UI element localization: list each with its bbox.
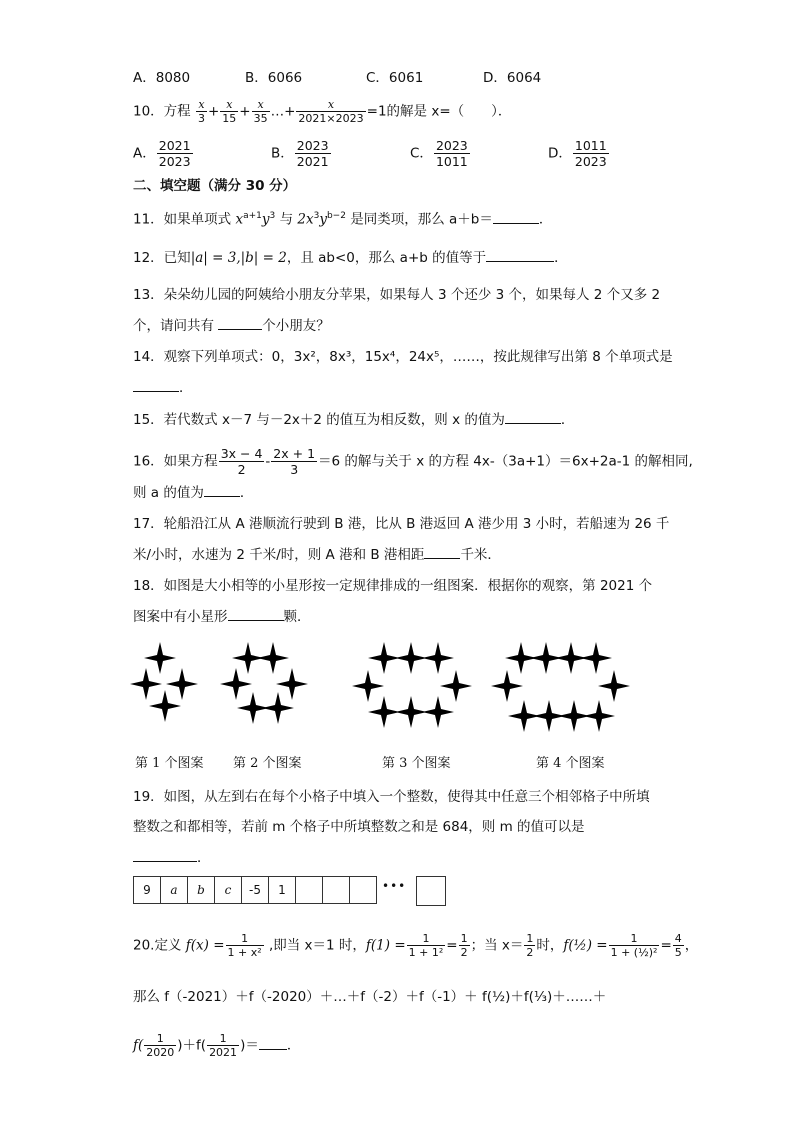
q13-answer-blank[interactable] xyxy=(218,315,262,330)
q12-answer-blank[interactable] xyxy=(486,247,554,262)
grid-cell[interactable] xyxy=(295,876,323,904)
star-icon xyxy=(580,642,612,674)
q9-option-a: A．8080 xyxy=(133,70,191,86)
q14-line2: ． xyxy=(133,377,193,398)
section-fill-in-heading: 二、填空题（满分 30 分） xyxy=(133,178,297,194)
q10-option-d: D． $\frac{1011}{2023}$ xyxy=(548,138,607,169)
q10-option-c: C． $\frac{2023}{1011}$ xyxy=(410,138,468,169)
q10-option-a: A． $\frac{2021}{2023}$ xyxy=(133,138,191,169)
star-icon xyxy=(144,642,176,674)
grid-cell[interactable] xyxy=(349,876,377,904)
star-icon xyxy=(276,668,308,700)
q20-line2: 那么 f（-2021）＋f（-2020）＋…＋f（-2）＋f（-1）＋ f(½)＋f(⅓)＋……＋ xyxy=(133,989,607,1005)
star-icon xyxy=(220,668,252,700)
q15-answer-blank[interactable] xyxy=(505,409,561,424)
q17-line2: 米/小时，水速为 2 千米/时，则 A 港和 B 港相距 千米． xyxy=(133,544,501,565)
grid-cell[interactable]: -5 xyxy=(241,876,269,904)
star-icon xyxy=(491,670,523,702)
q18-line2: 图案中有小星形 颗． xyxy=(133,606,311,627)
star-patterns-figure xyxy=(0,630,794,745)
star-icon xyxy=(352,670,384,702)
q18-line1: 18．如图是大小相等的小星形按一定规律排成的一组图案．根据你的观察，第 2021 个 xyxy=(133,578,653,594)
pattern-3-caption: 第 3 个图案 xyxy=(382,756,451,771)
grid-cell[interactable]: a xyxy=(160,876,188,904)
pattern-1 xyxy=(130,642,198,722)
star-icon xyxy=(598,670,630,702)
star-icon xyxy=(440,670,472,702)
grid-ellipsis: ••• xyxy=(382,879,407,893)
q19-line2: 整数之和都相等，若前 m 个格子中所填整数之和是 684，则 m 的值可以是 xyxy=(133,819,585,835)
q20-line1: 20.定义 f(x) = $\frac{1}{\text{1 + x²}}$ ,即当 x＝1 时，f(1) = $\frac{1}{\text{1 + 1²}}$ = $\frac{1}{2}$ ；当 x＝ $\frac{1}{2}$ 时，f(½) = $\frac{1}{\text{1 + (½)²}}$ = $\frac{4}{5}$ ， xyxy=(133,932,699,959)
q11-answer-blank[interactable] xyxy=(493,209,539,224)
q14-answer-blank[interactable] xyxy=(133,377,179,392)
q9-option-c: C．6061 xyxy=(366,70,424,86)
q10-option-b: B． $\frac{2023}{2021}$ xyxy=(271,138,329,169)
q16-answer-blank[interactable] xyxy=(204,482,240,497)
grid-cell[interactable]: b xyxy=(187,876,215,904)
q17-line1: 17．轮船沿江从 A 港顺流行驶到 B 港，比从 B 港返回 A 港少用 3 小时，若船速为 26 千 xyxy=(133,516,670,532)
grid-cell[interactable]: c xyxy=(214,876,242,904)
q18-answer-blank[interactable] xyxy=(228,606,284,621)
q19-answer-blank[interactable] xyxy=(133,847,197,862)
q11-question: 11．如果单项式 $x^{a+1}y^3$ 与 $2x^3y^{b-2}$ 是同类项，那么 a＋b＝ ． xyxy=(133,206,552,230)
star-icon xyxy=(422,642,454,674)
q19-line3: ． xyxy=(133,847,211,868)
pattern-3 xyxy=(352,642,472,728)
q9-option-d: D．6064 xyxy=(483,70,542,86)
star-icon xyxy=(257,642,289,674)
star-icon xyxy=(166,668,198,700)
q13-line2: 个，请问共有 个小朋友？ xyxy=(133,315,330,336)
pattern-2-caption: 第 2 个图案 xyxy=(233,756,302,771)
q16-line1: 16．如果方程 $\frac{3x - 4}{2}$ - $\frac{2x + 1}{3}$ ＝6 的解与关于 x 的方程 4x-（3a+1）＝6x+2a-1 的解相同, xyxy=(133,446,693,477)
q20-answer-blank[interactable] xyxy=(259,1035,287,1050)
q17-answer-blank[interactable] xyxy=(424,544,460,559)
q12-question: 12．已知|a| = 3,|b| = 2，且 ab<0，那么 a+b 的值等于 ． xyxy=(133,247,568,268)
star-icon xyxy=(583,700,615,732)
q15-question: 15．若代数式 x－7 与－2x＋2 的值互为相反数，则 x 的值为 ． xyxy=(133,409,574,430)
grid-cell[interactable]: 9 xyxy=(133,876,161,904)
grid-cell[interactable] xyxy=(322,876,350,904)
star-icon xyxy=(149,690,181,722)
star-icon xyxy=(262,692,294,724)
q20-line3: f( $\frac{1}{2020}$ )＋f( $\frac{1}{2021}$ )＝ ． xyxy=(133,1032,301,1059)
q13-line1: 13．朵朵幼儿园的阿姨给小朋友分苹果，如果每人 3 个还少 3 个，如果每人 2 个又多 2 xyxy=(133,287,661,303)
pattern-4 xyxy=(491,642,630,732)
q14-line1: 14．观察下列单项式：0，3x²，8x³，15x⁴，24x⁵，……，按此规律写出第 8 个单项式是 xyxy=(133,349,673,365)
q19-line1: 19．如图，从左到右在每个小格子中填入一个整数，使得其中任意三个相邻格子中所填 xyxy=(133,789,650,805)
q16-line2: 则 a 的值为 ． xyxy=(133,482,253,503)
q10-question: 10．方程 $\frac{x}{3}$ + $\frac{x}{15}$ + $\frac{x}{35}$ …+ $\frac{x}{2021\times 2023}$ =1的解是 x=（ ）． xyxy=(133,98,512,125)
q9-option-b: B．6066 xyxy=(245,70,303,86)
grid-cell[interactable]: 1 xyxy=(268,876,296,904)
pattern-1-caption: 第 1 个图案 xyxy=(135,756,204,771)
pattern-4-caption: 第 4 个图案 xyxy=(536,756,605,771)
star-icon xyxy=(422,696,454,728)
grid-cell-last[interactable] xyxy=(416,876,446,906)
pattern-2 xyxy=(220,642,308,724)
star-icon xyxy=(130,668,162,700)
number-grid xyxy=(133,876,377,904)
